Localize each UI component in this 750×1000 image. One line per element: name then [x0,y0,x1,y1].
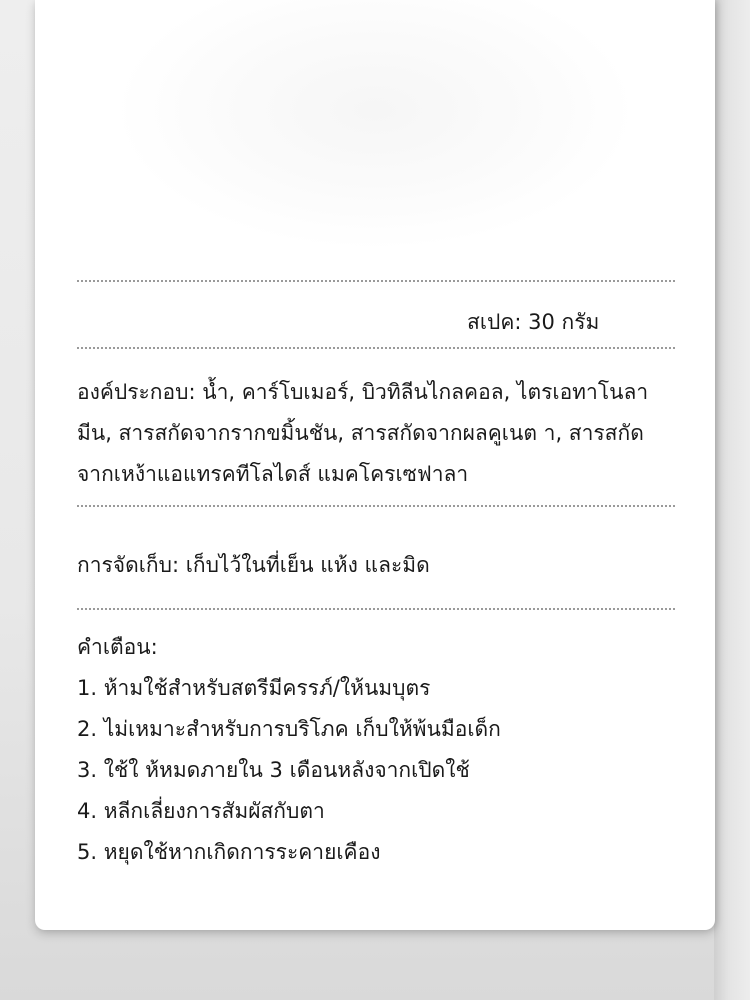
divider-after-storage [77,608,675,610]
product-info-card [35,0,715,930]
warnings-section [77,627,677,873]
warning-item: 3. ใช้ใ ห้หมดภายใน 3 เดือนหลังจากเปิดใช้ [77,758,470,782]
divider-after-spec [77,347,675,349]
ingredients-section [77,372,677,495]
warning-item: 1. ห้ามใช้สำหรับสตรีมีครรภ์/ให้นมบุตร [77,676,431,700]
warning-item: 2. ไม่เหมาะสำหรับการบริโภค เก็บให้พ้นมือเด็ก [77,717,501,741]
ingredients-line-3: จากเหง้าแอแทรคทีโลไดส์ แมคโครเซฟาลา [77,462,469,486]
ingredients-line-2: มีน, สารสกัดจากรากขมิ้นชัน, สารสกัดจากผลคูเนต า, สารสกัด [77,421,644,445]
divider-after-ingredients [77,505,675,507]
right-edge-shadow [714,0,750,1000]
divider-top [77,280,675,282]
spec-text: สเปค: 30 กรัม [467,310,600,334]
product-image-area [35,0,715,270]
storage-text: การจัดเก็บ: เก็บไว้ในที่เย็น แห้ง และมิด [77,553,430,577]
ingredients-line-1: องค์ประกอบ: น้ำ, คาร์โบเมอร์, บิวทิลีนไกลคอล, ไตรเอทาโนลา [77,380,649,404]
warning-item: 5. หยุดใช้หากเกิดการระคายเคือง [77,840,381,864]
warning-item: 4. หลีกเลี่ยงการสัมผัสกับตา [77,799,325,823]
warnings-heading: คำเตือน: [77,635,158,659]
